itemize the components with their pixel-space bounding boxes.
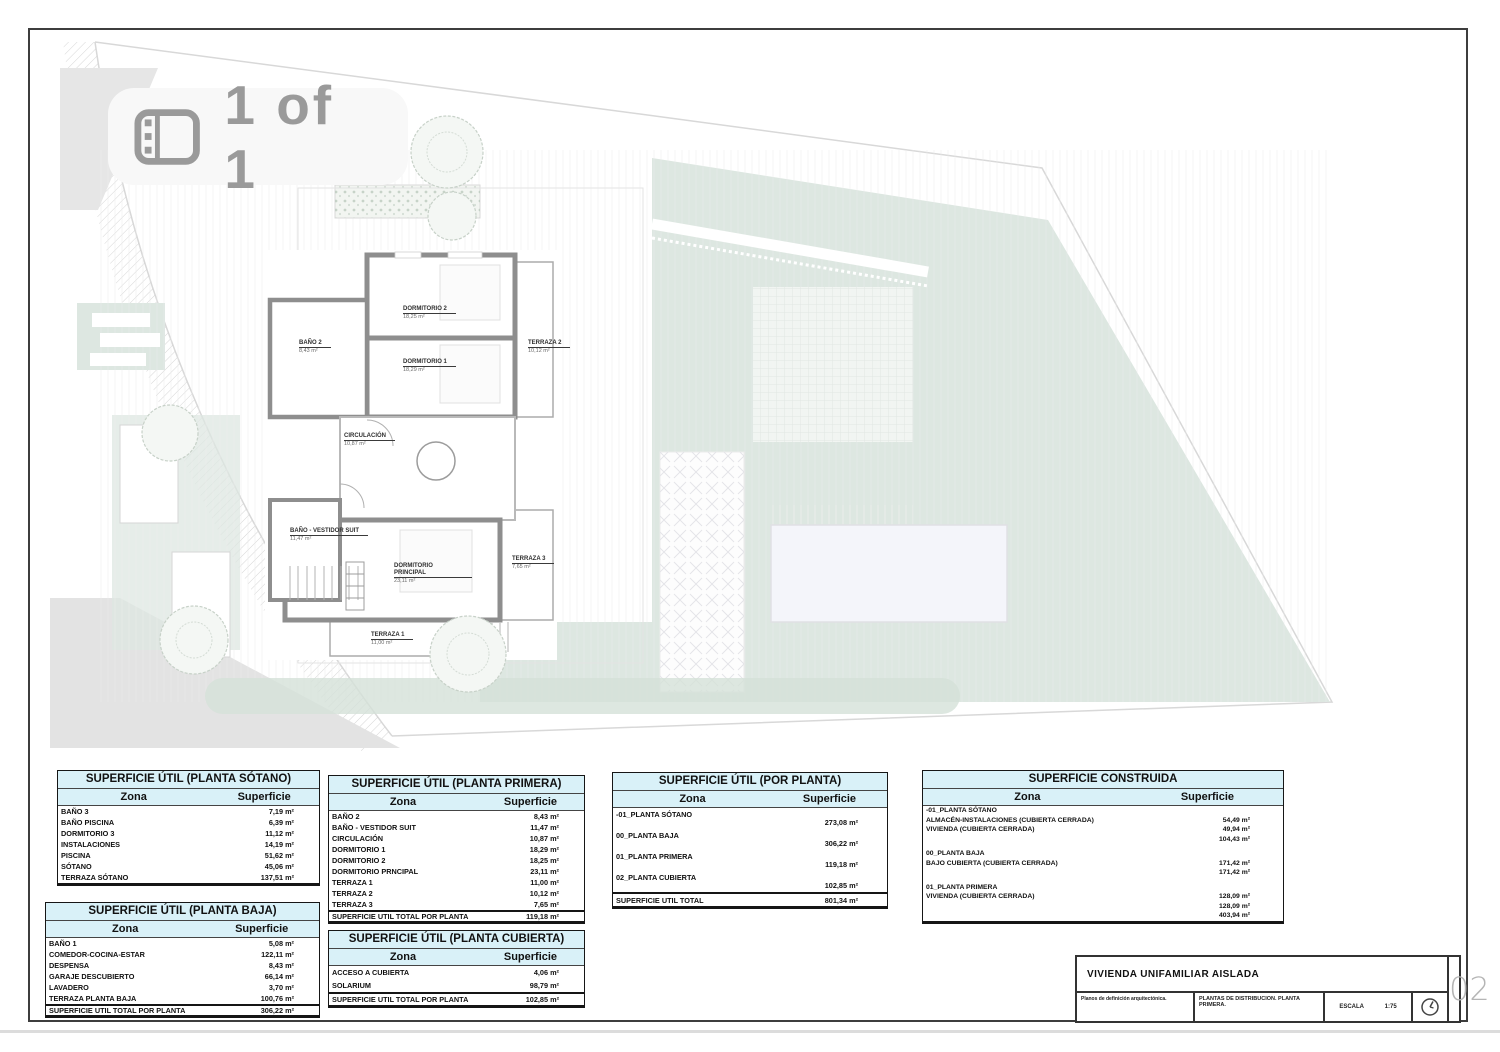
col-superficie: Superficie [237, 791, 291, 803]
row-zona: VIVIENDA (CUBIERTA CERRADA) [926, 893, 1035, 901]
row-superficie: 100,76 m² [260, 994, 294, 1003]
table-superficie-construida [922, 770, 1284, 924]
room-name: CIRCULACIÓN [344, 433, 395, 441]
table-row [46, 993, 319, 1004]
room-name: BAÑO - VESTIDOR SUIT [290, 528, 368, 536]
table-row [58, 828, 319, 839]
col-superficie: Superficie [235, 923, 289, 935]
room-label [403, 306, 456, 321]
row-superficie: 54,49 m² [1222, 816, 1250, 824]
sheet-number: 02 [1447, 957, 1490, 1021]
room-area: 11,00 m² [371, 640, 393, 646]
table-header [329, 794, 584, 811]
row-superficie: 5,08 m² [268, 939, 294, 948]
row-zona: DESPENSA [49, 961, 90, 970]
room-area: 18,25 m² [403, 314, 425, 320]
col-zona: Zona [679, 793, 706, 805]
room-area: 11,47 m² [290, 536, 312, 542]
room-label [528, 340, 570, 355]
scale-value: 1:75 [1384, 1004, 1397, 1010]
sheet-title: PLANTAS DE DISTRIBUCION. PLANTA PRIMERA. [1195, 993, 1325, 1021]
row-zona: SUPERFICIE UTIL TOTAL [616, 895, 704, 905]
table-superficie-util-por-planta [612, 772, 888, 909]
room-label [344, 433, 395, 448]
row-zona: TERRAZA 1 [332, 878, 373, 887]
col-superficie: Superficie [503, 796, 558, 808]
table-row [329, 966, 584, 979]
room-name: DORMITORIO 2 [403, 306, 456, 314]
table-row [329, 855, 584, 866]
table-row [329, 877, 584, 888]
room-label [403, 359, 456, 374]
page-bottom-shadow [0, 1030, 1500, 1033]
row-superficie: 6,39 m² [268, 818, 294, 827]
row-superficie: 119,18 m² [825, 860, 858, 869]
row-zona: BAÑO - VESTIDOR SUIT [332, 823, 416, 832]
table-row [923, 849, 1283, 859]
table-row [58, 872, 319, 883]
room-name: TERRAZA 3 [512, 556, 554, 564]
row-superficie: 8,43 m² [268, 961, 294, 970]
table-header [46, 921, 319, 938]
row-superficie: 18,25 m² [529, 856, 559, 865]
row-superficie: 122,11 m² [261, 950, 294, 959]
col-zona: Zona [389, 796, 417, 808]
table-row [923, 806, 1283, 816]
table-row [46, 949, 319, 960]
room-area: 7,65 m² [512, 564, 531, 570]
row-superficie: 102,85 m² [824, 881, 858, 890]
row-superficie: 4,06 m² [533, 968, 559, 977]
row-zona: GARAJE DESCUBIERTO [49, 972, 135, 981]
room-label [299, 340, 331, 355]
row-superficie: 7,65 m² [533, 900, 559, 909]
table-superficie-util-sotano [57, 770, 320, 886]
table-row [613, 892, 887, 906]
row-superficie: 119,18 m² [526, 912, 559, 921]
table-row [613, 808, 887, 829]
table-row [329, 844, 584, 855]
scale-cell [1325, 993, 1413, 1021]
table-header [58, 789, 319, 806]
table-row [58, 806, 319, 817]
table-row [329, 811, 584, 822]
room-name: TERRAZA 1 [371, 632, 413, 640]
row-superficie: 403,94 m² [1219, 912, 1250, 920]
table-row [58, 850, 319, 861]
row-zona: SÓTANO [61, 862, 92, 871]
table-row [329, 822, 584, 833]
row-superficie: 45,06 m² [264, 862, 294, 871]
row-zona: BAÑO PISCINA [61, 818, 115, 827]
row-superficie: 98,79 m² [529, 981, 559, 990]
row-zona: VIVIENDA (CUBIERTA CERRADA) [926, 826, 1035, 834]
table-header [329, 949, 584, 966]
row-zona: SUPERFICIE UTIL TOTAL POR PLANTA [332, 995, 469, 1004]
row-superficie: 104,43 m² [1219, 835, 1250, 843]
row-superficie: 171,42 m² [1219, 859, 1250, 867]
row-zona: ACCESO A CUBIERTA [332, 968, 410, 977]
row-zona: COMEDOR-COCINA-ESTAR [49, 950, 145, 959]
row-zona: TERRAZA 2 [332, 889, 373, 898]
col-superficie: Superficie [1180, 791, 1234, 803]
row-zona: 01_PLANTA PRIMERA [616, 852, 693, 861]
table-title: SUPERFICIE ÚTIL (PLANTA CUBIERTA) [329, 931, 584, 949]
row-zona: BAÑO 2 [332, 812, 360, 821]
table-row [46, 982, 319, 993]
row-zona: TERRAZA 3 [332, 900, 373, 909]
row-superficie: 18,29 m² [529, 845, 559, 854]
room-name: TERRAZA 2 [528, 340, 570, 348]
table-title: SUPERFICIE ÚTIL (PLANTA BAJA) [46, 903, 319, 921]
table-row [58, 817, 319, 828]
doc-type: Planos de definición arquitectónica. [1077, 993, 1195, 1021]
row-superficie: 10,87 m² [529, 834, 559, 843]
row-zona: INSTALACIONES [61, 840, 121, 849]
table-row [923, 835, 1283, 845]
col-superficie: Superficie [802, 793, 857, 805]
table-row [329, 899, 584, 910]
row-zona: 02_PLANTA CUBIERTA [616, 873, 697, 882]
col-zona: Zona [120, 791, 147, 803]
room-area: 8,43 m² [299, 348, 318, 354]
row-zona: -01_PLANTA SÓTANO [616, 810, 693, 819]
row-superficie: 8,43 m² [533, 812, 559, 821]
col-superficie: Superficie [503, 951, 558, 963]
col-zona: Zona [112, 923, 139, 935]
table-row [329, 910, 584, 921]
row-zona: 00_PLANTA BAJA [616, 831, 679, 840]
room-label [394, 563, 472, 585]
table-superficie-util-baja [45, 902, 320, 1018]
row-superficie: 11,00 m² [530, 878, 559, 887]
row-superficie: 102,85 m² [525, 995, 559, 1004]
row-zona: SUPERFICIE UTIL TOTAL POR PLANTA [49, 1006, 186, 1015]
table-row [923, 816, 1283, 826]
room-label [512, 556, 554, 571]
row-superficie: 128,09 m² [1219, 893, 1250, 901]
table-row [923, 883, 1283, 893]
table-row [923, 902, 1283, 912]
row-superficie: 801,34 m² [824, 895, 858, 905]
row-superficie: 10,12 m² [529, 889, 559, 898]
table-row [329, 888, 584, 899]
room-area: 10,87 m² [344, 441, 366, 447]
row-superficie: 11,47 m² [530, 823, 559, 832]
table-superficie-util-cubierta [328, 930, 585, 1008]
title-block [1075, 955, 1490, 1023]
row-superficie: 51,62 m² [264, 851, 294, 860]
table-row [329, 992, 584, 1005]
row-zona: BAÑO 3 [61, 807, 89, 816]
table-row [46, 938, 319, 949]
table-header [923, 789, 1283, 806]
row-superficie: 11,12 m² [265, 829, 294, 838]
row-zona: 00_PLANTA BAJA [926, 850, 985, 858]
table-title: SUPERFICIE CONSTRUIDA [923, 771, 1283, 789]
row-zona: BAÑO 1 [49, 939, 77, 948]
row-superficie: 14,19 m² [264, 840, 294, 849]
table-row [58, 861, 319, 872]
image-counter-label: 1 of 1 [224, 73, 335, 200]
row-zona: TERRAZA PLANTA BAJA [49, 994, 137, 1003]
row-zona: DORMITORIO 2 [332, 856, 386, 865]
room-area: 23,11 m² [394, 578, 416, 584]
row-zona: -01_PLANTA SÓTANO [926, 807, 997, 815]
room-label [290, 528, 368, 543]
row-zona: DORMITORIO 1 [332, 845, 386, 854]
clock-icon [1420, 997, 1440, 1017]
table-row [46, 971, 319, 982]
row-superficie: 7,19 m² [268, 807, 294, 816]
row-zona: CIRCULACIÓN [332, 834, 384, 843]
table-row [46, 1004, 319, 1015]
row-zona: ALMACÉN-INSTALACIONES (CUBIERTA CERRADA) [926, 816, 1094, 824]
row-zona: 01_PLANTA PRIMERA [926, 883, 998, 891]
table-row [923, 892, 1283, 902]
room-name: DORMITORIO PRINCIPAL [394, 563, 472, 578]
table-row [923, 859, 1283, 869]
table-row [58, 839, 319, 850]
row-superficie: 23,11 m² [530, 867, 559, 876]
row-superficie: 171,42 m² [1219, 869, 1250, 877]
room-name: DORMITORIO 1 [403, 359, 456, 367]
table-superficie-util-primera [328, 775, 585, 924]
room-label [371, 632, 413, 647]
project-title: VIVIENDA UNIFAMILIAR AISLADA [1077, 957, 1447, 993]
scale-label: ESCALA [1339, 1004, 1364, 1010]
row-superficie: 273,08 m² [824, 818, 858, 827]
table-row [923, 825, 1283, 835]
row-superficie: 306,22 m² [260, 1006, 294, 1015]
table-row [613, 829, 887, 850]
room-area: 18,29 m² [403, 367, 425, 373]
table-row [46, 960, 319, 971]
row-zona: SOLARIUM [332, 981, 371, 990]
table-title: SUPERFICIE ÚTIL (POR PLANTA) [613, 773, 887, 791]
row-superficie: 49,94 m² [1222, 826, 1250, 834]
row-superficie: 3,70 m² [268, 983, 294, 992]
table-row [329, 979, 584, 992]
room-area: 10,12 m² [528, 348, 550, 354]
table-row [329, 866, 584, 877]
north-clock-cell [1413, 993, 1447, 1021]
row-superficie: 66,14 m² [264, 972, 294, 981]
row-superficie: 137,51 m² [260, 873, 294, 882]
gallery-icon [134, 108, 200, 166]
row-superficie: 128,09 m² [1219, 902, 1250, 910]
row-zona: PISCINA [61, 851, 91, 860]
row-zona: DORMITORIO PRNCIPAL [332, 867, 419, 876]
row-zona: SUPERFICIE UTIL TOTAL POR PLANTA [332, 912, 469, 921]
row-superficie: 306,22 m² [824, 839, 858, 848]
image-counter-badge[interactable] [108, 73, 408, 200]
table-title: SUPERFICIE ÚTIL (PLANTA PRIMERA) [329, 776, 584, 794]
table-row [923, 911, 1283, 921]
table-row [923, 868, 1283, 878]
table-header [613, 791, 887, 808]
table-title: SUPERFICIE ÚTIL (PLANTA SÓTANO) [58, 771, 319, 789]
row-zona: TERRAZA SÓTANO [61, 873, 129, 882]
table-row [613, 850, 887, 871]
table-row [613, 871, 887, 892]
col-zona: Zona [389, 951, 417, 963]
row-zona: BAJO CUBIERTA (CUBIERTA CERRADA) [926, 859, 1058, 867]
row-zona: DORMITORIO 3 [61, 829, 115, 838]
col-zona: Zona [1014, 791, 1041, 803]
table-row [329, 833, 584, 844]
row-zona: LAVADERO [49, 983, 89, 992]
room-name: BAÑO 2 [299, 340, 331, 348]
